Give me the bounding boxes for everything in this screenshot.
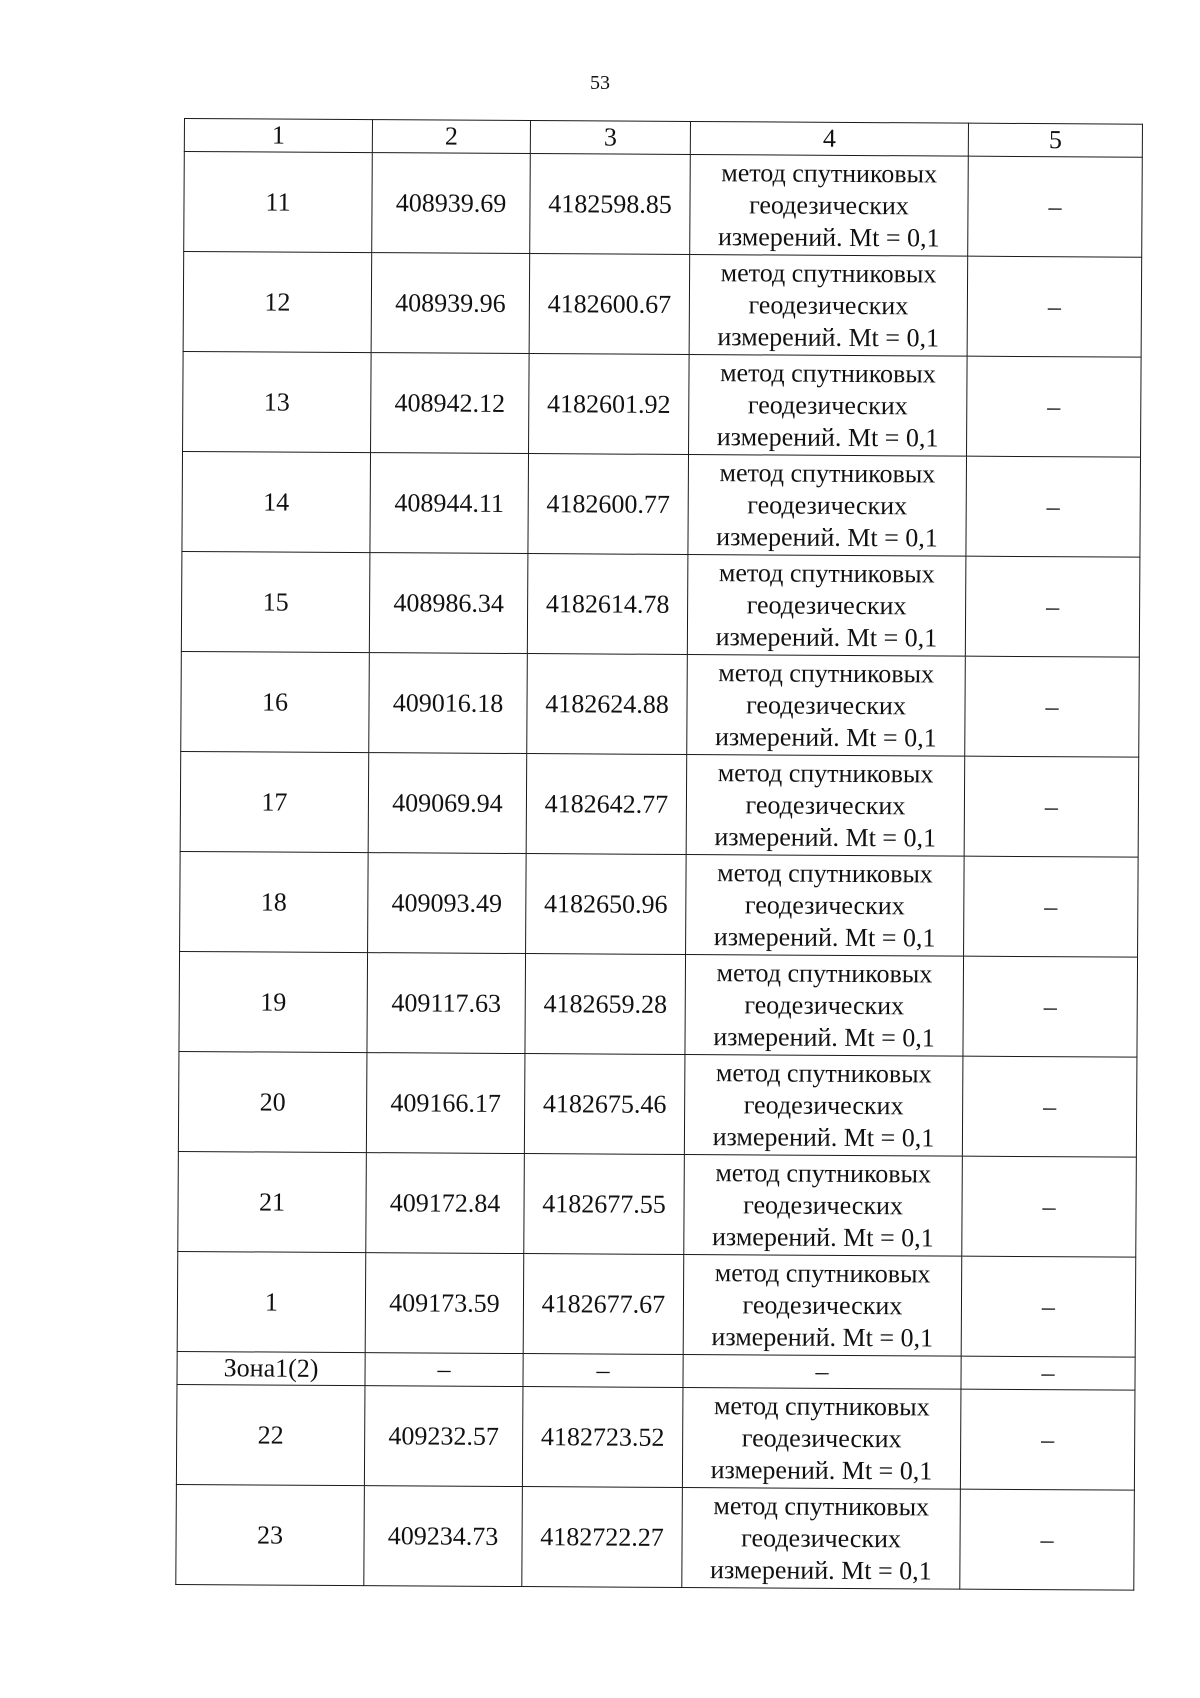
x-coordinate-cell: 409172.84 bbox=[366, 1153, 525, 1254]
x-coordinate-cell: 408939.96 bbox=[371, 253, 530, 354]
x-coordinate-cell: – bbox=[365, 1353, 523, 1387]
y-coordinate-cell: 4182601.92 bbox=[529, 354, 690, 455]
method-cell bbox=[684, 1054, 963, 1156]
method-line: измерений. Mt = 0,1 bbox=[716, 521, 938, 552]
method-cell bbox=[688, 454, 967, 556]
method-line: метод спутниковых bbox=[720, 257, 937, 288]
y-coordinate-cell: 4182600.77 bbox=[528, 454, 689, 555]
header-col-1: 1 bbox=[184, 119, 372, 153]
method-line: метод спутниковых bbox=[716, 957, 933, 988]
method-cell bbox=[689, 255, 968, 357]
method-line: измерений. Mt = 0,1 bbox=[712, 1121, 935, 1152]
method-line: метод спутниковых bbox=[713, 1490, 930, 1521]
y-coordinate-cell: 4182677.55 bbox=[524, 1154, 685, 1255]
method-line: геодезических bbox=[744, 889, 905, 920]
method-line: геодезических bbox=[746, 589, 907, 620]
table-body bbox=[176, 152, 1142, 1591]
method-line: метод спутниковых bbox=[718, 657, 935, 688]
y-coordinate-cell: 4182677.67 bbox=[523, 1254, 684, 1355]
note-cell: – bbox=[968, 156, 1143, 257]
note-cell: – bbox=[960, 1389, 1135, 1490]
table-row bbox=[180, 851, 1139, 957]
point-id-cell: 20 bbox=[178, 1051, 367, 1152]
point-id-cell: 18 bbox=[180, 851, 369, 952]
method-line: измерений. Mt = 0,1 bbox=[709, 1554, 932, 1585]
method-cell bbox=[685, 954, 964, 1056]
method-line: метод спутниковых bbox=[720, 357, 936, 388]
table-row bbox=[176, 1484, 1135, 1590]
x-coordinate-cell: 409093.49 bbox=[368, 853, 527, 954]
table-row bbox=[183, 351, 1142, 457]
method-cell bbox=[686, 854, 965, 956]
coordinates-table bbox=[175, 118, 1143, 1591]
note-cell: – bbox=[967, 256, 1142, 357]
table-row bbox=[178, 1051, 1137, 1157]
method-line: метод спутниковых bbox=[717, 757, 934, 788]
method-line: метод спутниковых bbox=[718, 557, 935, 588]
table-row bbox=[182, 451, 1141, 557]
point-id-cell: 19 bbox=[179, 951, 368, 1052]
table-row bbox=[179, 951, 1138, 1057]
point-id-cell: 23 bbox=[176, 1484, 365, 1585]
method-cell bbox=[683, 1354, 961, 1389]
y-coordinate-cell: 4182642.77 bbox=[526, 754, 687, 855]
method-line: измерений. Mt = 0,1 bbox=[710, 1454, 933, 1485]
y-coordinate-cell: – bbox=[523, 1354, 683, 1388]
table-row bbox=[176, 1384, 1135, 1490]
method-line: – bbox=[815, 1356, 829, 1386]
note-cell: – bbox=[962, 1056, 1137, 1157]
method-line: геодезических bbox=[745, 789, 906, 820]
note-cell: – bbox=[962, 1156, 1137, 1257]
x-coordinate-cell: 408939.69 bbox=[372, 153, 531, 254]
method-line: измерений. Mt = 0,1 bbox=[716, 421, 939, 452]
method-line: метод спутниковых bbox=[717, 857, 933, 888]
point-id-cell: 13 bbox=[183, 351, 372, 452]
x-coordinate-cell: 409173.59 bbox=[365, 1253, 524, 1354]
table-row bbox=[181, 651, 1140, 757]
method-cell bbox=[689, 355, 968, 457]
method-line: геодезических bbox=[743, 1189, 904, 1220]
page-number: 53 bbox=[590, 72, 610, 94]
table-row bbox=[184, 152, 1143, 258]
method-line: измерений. Mt = 0,1 bbox=[714, 721, 937, 752]
point-id-cell: 17 bbox=[180, 751, 369, 852]
method-cell bbox=[684, 1154, 963, 1256]
method-cell bbox=[682, 1387, 961, 1489]
point-id-cell: 15 bbox=[181, 551, 370, 652]
table-row bbox=[180, 751, 1139, 857]
y-coordinate-cell: 4182624.88 bbox=[527, 654, 688, 755]
x-coordinate-cell: 409234.73 bbox=[364, 1486, 523, 1587]
method-line: геодезических bbox=[743, 1089, 904, 1120]
table-row bbox=[177, 1251, 1136, 1357]
note-cell: – bbox=[961, 1256, 1136, 1357]
x-coordinate-cell: 408942.12 bbox=[371, 353, 530, 454]
method-line: метод спутниковых bbox=[715, 1057, 932, 1088]
note-cell: – bbox=[966, 456, 1141, 557]
method-line: геодезических bbox=[747, 489, 908, 520]
table-row bbox=[183, 252, 1142, 358]
method-line: измерений. Mt = 0,1 bbox=[714, 821, 937, 852]
point-id-cell: 16 bbox=[181, 651, 370, 752]
note-cell: – bbox=[965, 556, 1140, 657]
method-cell bbox=[687, 554, 966, 656]
point-id-cell: 22 bbox=[176, 1384, 365, 1485]
method-line: измерений. Mt = 0,1 bbox=[713, 1021, 935, 1052]
method-line: измерений. Mt = 0,1 bbox=[717, 321, 940, 352]
point-id-cell: 14 bbox=[182, 451, 371, 552]
y-coordinate-cell: 4182650.96 bbox=[526, 854, 687, 955]
point-id-cell: 11 bbox=[184, 152, 373, 253]
method-line: метод спутниковых bbox=[714, 1257, 931, 1288]
note-cell: – bbox=[964, 756, 1139, 857]
method-line: измерений. Mt = 0,1 bbox=[713, 921, 936, 952]
method-line: геодезических bbox=[748, 289, 909, 320]
method-cell bbox=[690, 155, 969, 257]
method-line: геодезических bbox=[742, 1289, 903, 1320]
method-line: метод спутниковых bbox=[721, 157, 938, 188]
method-line: измерений. Mt = 0,1 bbox=[715, 621, 938, 652]
y-coordinate-cell: 4182723.52 bbox=[522, 1387, 683, 1488]
point-id-cell: 1 bbox=[177, 1251, 366, 1352]
note-cell: – bbox=[963, 956, 1138, 1057]
y-coordinate-cell: 4182600.67 bbox=[529, 254, 690, 355]
point-id-cell: 12 bbox=[183, 252, 372, 353]
header-col-2: 2 bbox=[372, 120, 530, 154]
method-cell bbox=[686, 754, 965, 856]
x-coordinate-cell: 409069.94 bbox=[368, 753, 527, 854]
method-line: геодезических bbox=[741, 1522, 902, 1553]
x-coordinate-cell: 409117.63 bbox=[367, 953, 526, 1054]
method-cell bbox=[687, 654, 966, 756]
point-id-cell: 21 bbox=[178, 1151, 367, 1252]
method-line: измерений. Mt = 0,1 bbox=[711, 1321, 934, 1352]
table-row bbox=[178, 1151, 1137, 1257]
x-coordinate-cell: 408986.34 bbox=[369, 553, 528, 654]
method-line: метод спутниковых bbox=[715, 1157, 932, 1188]
method-line: измерений. Mt = 0,1 bbox=[711, 1221, 934, 1252]
note-cell: – bbox=[965, 656, 1140, 757]
method-line: измерений. Mt = 0,1 bbox=[717, 221, 940, 252]
header-col-5: 5 bbox=[968, 123, 1142, 157]
method-line: геодезических bbox=[747, 389, 908, 420]
note-cell: – bbox=[960, 1489, 1135, 1590]
method-line: геодезических bbox=[746, 689, 906, 720]
x-coordinate-cell: 408944.11 bbox=[370, 453, 529, 554]
y-coordinate-cell: 4182675.46 bbox=[524, 1054, 685, 1155]
method-cell bbox=[683, 1254, 962, 1356]
method-line: метод спутниковых bbox=[719, 457, 936, 488]
note-cell: – bbox=[964, 856, 1139, 957]
y-coordinate-cell: 4182659.28 bbox=[525, 954, 686, 1055]
point-id-cell: Зона1(2) bbox=[177, 1351, 365, 1385]
y-coordinate-cell: 4182614.78 bbox=[527, 554, 688, 655]
header-col-3: 3 bbox=[530, 121, 690, 155]
method-line: метод спутниковых bbox=[713, 1390, 930, 1421]
table-row bbox=[181, 551, 1140, 657]
y-coordinate-cell: 4182722.27 bbox=[522, 1487, 683, 1588]
x-coordinate-cell: 409016.18 bbox=[369, 653, 528, 754]
x-coordinate-cell: 409232.57 bbox=[364, 1386, 523, 1487]
method-line: геодезических bbox=[744, 989, 905, 1020]
y-coordinate-cell: 4182598.85 bbox=[530, 154, 691, 255]
header-col-4: 4 bbox=[690, 122, 968, 157]
note-cell: – bbox=[961, 1356, 1135, 1390]
method-line: геодезических bbox=[741, 1422, 902, 1453]
method-line: геодезических bbox=[749, 189, 909, 220]
note-cell: – bbox=[967, 356, 1142, 457]
x-coordinate-cell: 409166.17 bbox=[366, 1053, 525, 1154]
method-cell bbox=[682, 1487, 961, 1589]
